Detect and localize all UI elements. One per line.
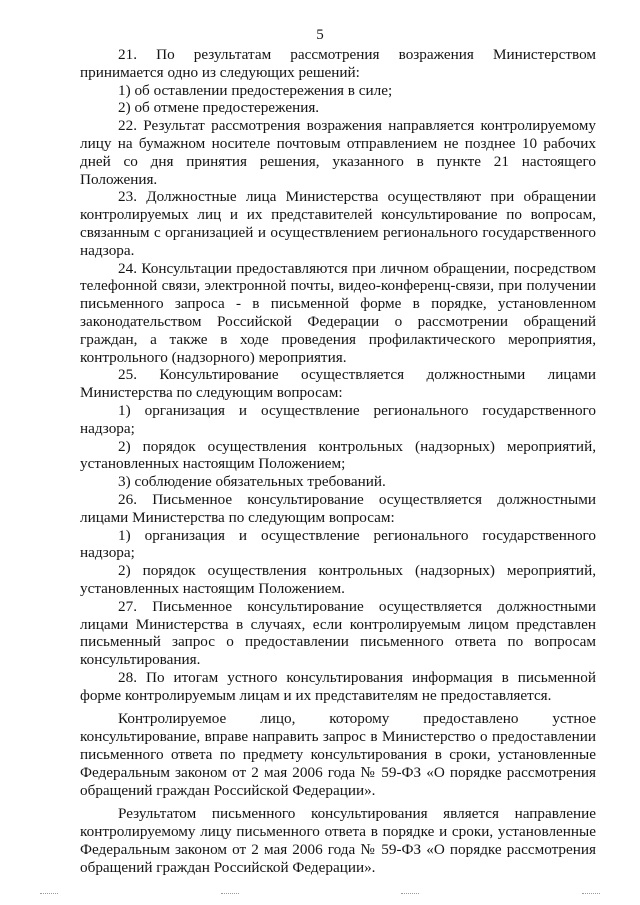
page-number: 5 (316, 27, 324, 43)
document-body (80, 46, 596, 877)
paragraph-25-item-2: 2) порядок осуществления контрольных (надзорных) мероприятий, установленных настоящим Положением; (80, 437, 596, 473)
scan-mark (221, 893, 239, 899)
paragraph-28: 28. По итогам устного консультирования информация в письменной форме контролируемым лицам и их представителям не предоставляется. (80, 668, 596, 704)
paragraph-24: 24. Консультации предоставляются при личном обращении, посредством телефонной связи, электронной почты, видео-конференц-связи, при получении письменного запроса - в письменной форме в порядке, установленном законодательством Российской Федерации о рассмотрении обращений граждан, а также в ходе проведения профилактического мероприятия, контрольного (надзорного) мероприятия. (80, 259, 596, 366)
paragraph-26-item-1: 1) организация и осуществление регионального государственного надзора; (80, 526, 596, 562)
paragraph-28-oral-consultation: Контролируемое лицо, которому предоставлено устное консультирование, вправе направить запрос в Министерство о предоставлении письменного ответа по предмету консультирования в сроки, установленные Федеральным законом от 2 мая 2006 года № 59-ФЗ «О порядке рассмотрения обращений граждан Российской Федерации». (80, 710, 596, 799)
paragraph-25-item-3: 3) соблюдение обязательных требований. (118, 473, 386, 491)
paragraph-25: 25. Консультирование осуществляется должностными лицами Министерства по следующим вопросам: (80, 366, 596, 402)
scan-mark (582, 893, 600, 899)
paragraph-27: 27. Письменное консультирование осуществляется должностными лицами Министерства в случаях, если контролируемым лицом представлен письменный запрос о предоставлении письменного ответа по вопросам консультирования. (80, 597, 596, 669)
paragraph-21-option-2: 2) об отмене предостережения. (118, 99, 320, 117)
scan-mark (40, 893, 58, 899)
scan-footer-marks (40, 893, 600, 899)
scan-mark (401, 893, 419, 899)
paragraph-21-option-1: 1) об оставлении предостережения в силе; (118, 81, 393, 99)
paragraph-26-item-2: 2) порядок осуществления контрольных (надзорных) мероприятий, установленных настоящим Положением. (80, 562, 596, 597)
paragraph-22: 22. Результат рассмотрения возражения направляется контролируемому лицу на бумажном носителе почтовым отправлением не позднее 10 рабочих дней со дня принятия решения, указанного в пункте 21 настоящего Положения. (80, 117, 596, 188)
paragraph-26: 26. Письменное консультирование осуществляется должностными лицами Министерства по следующим вопросам: (80, 490, 596, 526)
paragraph-25-item-1: 1) организация и осуществление регионального государственного надзора; (80, 401, 596, 437)
paragraph-23: 23. Должностные лица Министерства осуществляют при обращении контролируемых лиц и их представителей консультирование по вопросам, связанным с организацией и осуществлением регионального государственного надзора. (80, 188, 596, 259)
paragraph-21: 21. По результатам рассмотрения возражения Министерством принимается одно из следующих решений: (80, 46, 596, 81)
paragraph-28-written-result: Результатом письменного консультирования является направление контролируемому лицу письменного ответа в порядке и сроки, установленные Федеральным законом от 2 мая 2006 года № 59-ФЗ «О порядке рассмотрения обращений граждан Российской Федерации». (80, 805, 596, 876)
